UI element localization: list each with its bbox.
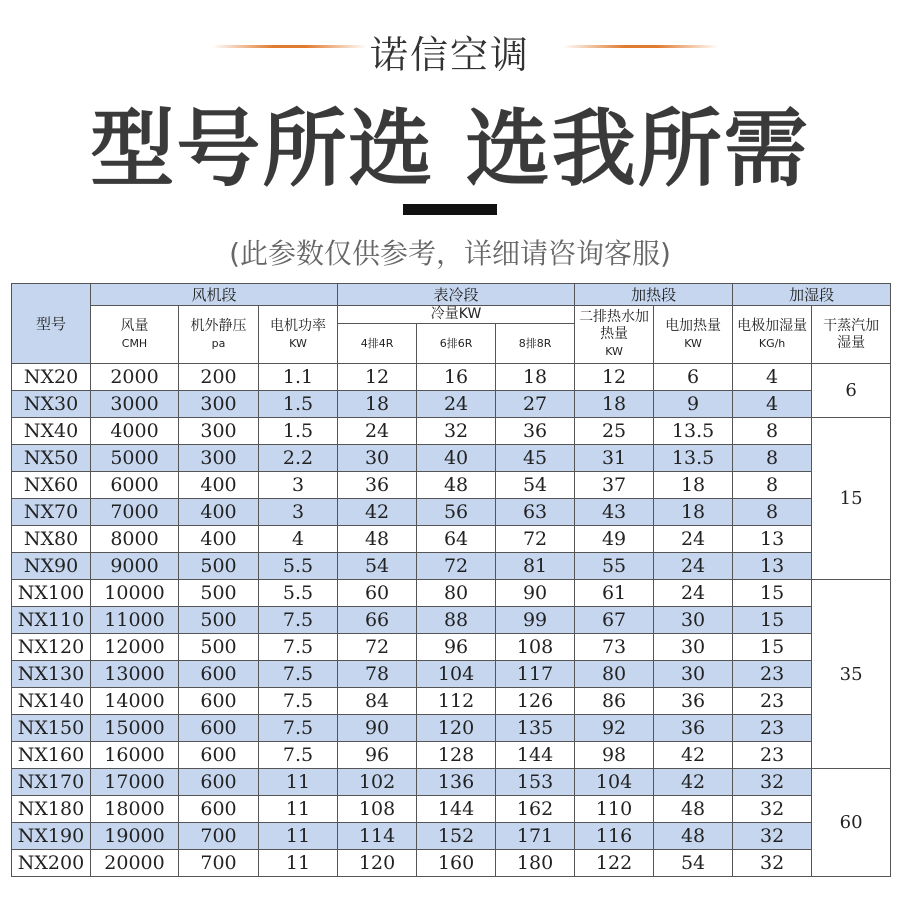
col-pressure-unit: pa [211,336,226,350]
value-cell: 72 [417,553,496,580]
value-cell: 36 [338,472,417,499]
value-cell: 48 [654,823,733,850]
table-row [12,364,891,391]
model-cell: NX140 [12,688,91,715]
col-4r: 4排4R [338,324,417,364]
value-cell: 67 [575,607,654,634]
value-cell: 7000 [91,499,179,526]
value-cell: 11 [259,796,338,823]
col-electric-label: 电加热量 [665,317,722,334]
value-cell: 42 [654,742,733,769]
value-cell: 63 [496,499,575,526]
value-cell: 54 [654,850,733,877]
col-electric [654,306,733,364]
value-cell: 15000 [91,715,179,742]
value-cell: 8 [733,445,812,472]
model-header: 型号 [12,284,91,364]
headline: 型号所选 选我所需 [90,100,810,198]
model-cell: NX160 [12,742,91,769]
col-motor-label: 电机功率 [270,317,327,334]
value-cell: 16 [417,364,496,391]
value-cell: 600 [179,661,259,688]
value-cell: 18 [496,364,575,391]
value-cell: 2.2 [259,445,338,472]
value-cell: 7.5 [259,661,338,688]
value-cell: 3000 [91,391,179,418]
value-cell: 102 [338,769,417,796]
value-cell: 108 [338,796,417,823]
value-cell: 600 [179,742,259,769]
col-pressure [179,306,259,364]
col-hotwater-unit: KW [605,345,623,358]
model-cell: NX120 [12,634,91,661]
value-cell: 32 [733,796,812,823]
steam-humidify-cell: 60 [812,769,891,877]
value-cell: 7.5 [259,634,338,661]
value-cell: 36 [654,715,733,742]
value-cell: 48 [338,526,417,553]
model-cell: NX150 [12,715,91,742]
table-row [12,688,891,715]
value-cell: 4 [733,391,812,418]
table-row [12,580,891,607]
value-cell: 23 [733,661,812,688]
value-cell: 15 [733,607,812,634]
model-cell: NX40 [12,418,91,445]
value-cell: 160 [417,850,496,877]
value-cell: 36 [654,688,733,715]
value-cell: 32 [733,823,812,850]
value-cell: 7.5 [259,715,338,742]
table-row [12,742,891,769]
steam-humidify-cell: 35 [812,580,891,769]
table-row [12,661,891,688]
value-cell: 300 [179,391,259,418]
value-cell: 120 [338,850,417,877]
value-cell: 112 [417,688,496,715]
group-fan: 风机段 [91,284,338,306]
value-cell: 110 [575,796,654,823]
value-cell: 7.5 [259,688,338,715]
value-cell: 171 [496,823,575,850]
model-cell: NX100 [12,580,91,607]
value-cell: 92 [575,715,654,742]
value-cell: 18 [654,472,733,499]
value-cell: 48 [417,472,496,499]
spec-table [11,283,891,877]
value-cell: 600 [179,688,259,715]
value-cell: 17000 [91,769,179,796]
table-row [12,607,891,634]
col-hotwater [575,306,654,364]
value-cell: 18 [338,391,417,418]
value-cell: 1.1 [259,364,338,391]
table-row [12,796,891,823]
value-cell: 36 [496,418,575,445]
value-cell: 19000 [91,823,179,850]
value-cell: 78 [338,661,417,688]
value-cell: 30 [654,634,733,661]
col-airflow-label: 风量 [120,317,149,334]
value-cell: 64 [417,526,496,553]
value-cell: 25 [575,418,654,445]
value-cell: 80 [575,661,654,688]
group-humidify: 加湿段 [733,284,891,306]
value-cell: 73 [575,634,654,661]
value-cell: 600 [179,769,259,796]
value-cell: 23 [733,688,812,715]
value-cell: 400 [179,472,259,499]
value-cell: 32 [733,769,812,796]
value-cell: 9000 [91,553,179,580]
model-cell: NX70 [12,499,91,526]
model-cell: NX200 [12,850,91,877]
value-cell: 43 [575,499,654,526]
value-cell: 11 [259,769,338,796]
value-cell: 72 [496,526,575,553]
col-hotwater-label: 二排热水加热量 [579,309,650,342]
value-cell: 13.5 [654,445,733,472]
model-cell: NX30 [12,391,91,418]
value-cell: 32 [417,418,496,445]
value-cell: 18 [575,391,654,418]
value-cell: 7.5 [259,607,338,634]
value-cell: 31 [575,445,654,472]
value-cell: 5000 [91,445,179,472]
value-cell: 54 [496,472,575,499]
value-cell: 60 [338,580,417,607]
value-cell: 88 [417,607,496,634]
table-row [12,391,891,418]
value-cell: 86 [575,688,654,715]
value-cell: 40 [417,445,496,472]
table-row [12,445,891,472]
value-cell: 13 [733,526,812,553]
value-cell: 49 [575,526,654,553]
value-cell: 90 [338,715,417,742]
table-row [12,499,891,526]
value-cell: 104 [417,661,496,688]
subtitle: (此参数仅供参考，详细请咨询客服) [229,237,671,270]
value-cell: 30 [654,607,733,634]
value-cell: 300 [179,445,259,472]
col-electrode-label: 电极加湿量 [737,317,808,334]
column-header-row [12,306,891,324]
col-steam [812,306,891,364]
value-cell: 42 [338,499,417,526]
table-row [12,769,891,796]
value-cell: 81 [496,553,575,580]
value-cell: 18000 [91,796,179,823]
value-cell: 3 [259,472,338,499]
value-cell: 7.5 [259,742,338,769]
value-cell: 180 [496,850,575,877]
value-cell: 54 [338,553,417,580]
value-cell: 600 [179,796,259,823]
value-cell: 14000 [91,688,179,715]
col-airflow [91,306,179,364]
value-cell: 5.5 [259,553,338,580]
value-cell: 114 [338,823,417,850]
col-motor-unit: KW [289,336,307,350]
value-cell: 135 [496,715,575,742]
value-cell: 48 [654,796,733,823]
table-row [12,715,891,742]
value-cell: 120 [417,715,496,742]
value-cell: 15 [733,634,812,661]
value-cell: 13 [733,553,812,580]
value-cell: 13.5 [654,418,733,445]
value-cell: 600 [179,715,259,742]
value-cell: 16000 [91,742,179,769]
value-cell: 500 [179,580,259,607]
value-cell: 30 [654,661,733,688]
value-cell: 12 [575,364,654,391]
value-cell: 4 [259,526,338,553]
group-heating: 加热段 [575,284,733,306]
value-cell: 24 [654,553,733,580]
model-cell: NX80 [12,526,91,553]
model-cell: NX50 [12,445,91,472]
value-cell: 11 [259,850,338,877]
value-cell: 80 [417,580,496,607]
col-motor [259,306,338,364]
model-cell: NX180 [12,796,91,823]
value-cell: 4000 [91,418,179,445]
value-cell: 1.5 [259,391,338,418]
value-cell: 153 [496,769,575,796]
value-cell: 8 [733,499,812,526]
value-cell: 144 [496,742,575,769]
value-cell: 24 [417,391,496,418]
value-cell: 32 [733,850,812,877]
value-cell: 30 [338,445,417,472]
value-cell: 61 [575,580,654,607]
value-cell: 98 [575,742,654,769]
value-cell: 96 [417,634,496,661]
col-pressure-label: 机外静压 [190,317,247,334]
value-cell: 126 [496,688,575,715]
value-cell: 700 [179,850,259,877]
cooling-sub-header: 冷量KW [338,306,575,324]
value-cell: 10000 [91,580,179,607]
value-cell: 84 [338,688,417,715]
value-cell: 200 [179,364,259,391]
steam-humidify-cell: 6 [812,364,891,418]
table-row [12,526,891,553]
value-cell: 144 [417,796,496,823]
model-cell: NX90 [12,553,91,580]
value-cell: 500 [179,553,259,580]
model-cell: NX60 [12,472,91,499]
table-row [12,823,891,850]
steam-humidify-cell: 15 [812,418,891,580]
value-cell: 13000 [91,661,179,688]
value-cell: 6000 [91,472,179,499]
value-cell: 42 [654,769,733,796]
value-cell: 27 [496,391,575,418]
col-steam-label: 干蒸汽加湿量 [823,317,880,351]
value-cell: 23 [733,715,812,742]
brand-name: 诺信空调 [369,33,530,77]
value-cell: 12000 [91,634,179,661]
value-cell: 8 [733,418,812,445]
value-cell: 700 [179,823,259,850]
value-cell: 66 [338,607,417,634]
model-cell: NX130 [12,661,91,688]
value-cell: 5.5 [259,580,338,607]
value-cell: 12 [338,364,417,391]
value-cell: 9 [654,391,733,418]
value-cell: 500 [179,634,259,661]
value-cell: 4 [733,364,812,391]
value-cell: 15 [733,580,812,607]
col-electrode-unit: KG/h [758,336,786,350]
value-cell: 400 [179,499,259,526]
value-cell: 400 [179,526,259,553]
col-electrode [733,306,812,364]
brand-row [0,10,900,77]
model-cell: NX110 [12,607,91,634]
value-cell: 116 [575,823,654,850]
value-cell: 162 [496,796,575,823]
value-cell: 96 [338,742,417,769]
value-cell: 2000 [91,364,179,391]
value-cell: 90 [496,580,575,607]
value-cell: 136 [417,769,496,796]
value-cell: 55 [575,553,654,580]
value-cell: 24 [654,580,733,607]
value-cell: 24 [338,418,417,445]
value-cell: 37 [575,472,654,499]
value-cell: 20000 [91,850,179,877]
table-row [12,553,891,580]
value-cell: 104 [575,769,654,796]
table-row [12,850,891,877]
value-cell: 117 [496,661,575,688]
value-cell: 3 [259,499,338,526]
model-cell: NX170 [12,769,91,796]
value-cell: 1.5 [259,418,338,445]
value-cell: 24 [654,526,733,553]
table-row [12,472,891,499]
divider-bar [403,204,497,215]
group-cooling: 表冷段 [338,284,575,306]
value-cell: 128 [417,742,496,769]
model-cell: NX20 [12,364,91,391]
value-cell: 11 [259,823,338,850]
value-cell: 45 [496,445,575,472]
value-cell: 300 [179,418,259,445]
value-cell: 56 [417,499,496,526]
value-cell: 8000 [91,526,179,553]
group-header-row [12,284,891,306]
value-cell: 500 [179,607,259,634]
col-electric-unit: KW [684,336,702,350]
value-cell: 18 [654,499,733,526]
value-cell: 152 [417,823,496,850]
value-cell: 72 [338,634,417,661]
col-6r: 6排6R [417,324,496,364]
value-cell: 6 [654,364,733,391]
value-cell: 99 [496,607,575,634]
value-cell: 11000 [91,607,179,634]
table-row [12,634,891,661]
value-cell: 122 [575,850,654,877]
table-row [12,418,891,445]
value-cell: 8 [733,472,812,499]
col-8r: 8排8R [496,324,575,364]
value-cell: 108 [496,634,575,661]
col-airflow-unit: CMH [121,336,148,350]
model-cell: NX190 [12,823,91,850]
value-cell: 23 [733,742,812,769]
